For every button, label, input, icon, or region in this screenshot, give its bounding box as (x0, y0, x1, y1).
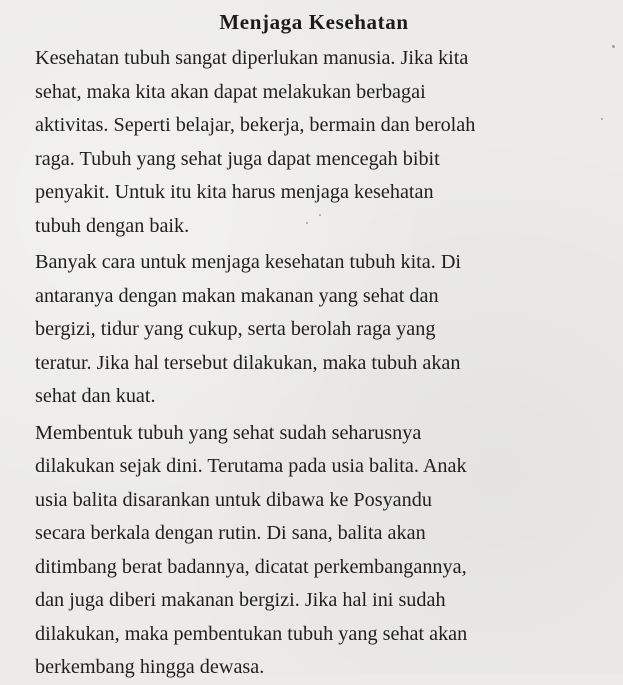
text-line: antaranya dengan makan makanan yang sehat dan (35, 284, 439, 307)
page-title: Menjaga Kesehatan (219, 10, 409, 34)
paragraph-3 (35, 417, 593, 685)
text-line: bergizi, tidur yang cukup, serta berolah raga yang (35, 318, 436, 340)
scan-speck (601, 118, 603, 120)
text-line: dilakukan, maka pembentukan tubuh yang sehat akan (35, 622, 468, 645)
scan-speck (306, 222, 308, 224)
text-line: raga. Tubuh yang sehat juga dapat mencegah bibit (35, 147, 440, 170)
text-line: sehat dan kuat. (35, 385, 156, 407)
text-line: dan juga diberi makanan bergizi. Jika hal ini sudah (35, 589, 446, 611)
text-line: Kesehatan tubuh sangat diperlukan manusia. Jika kita (35, 47, 469, 69)
text-line: sehat, maka kita akan dapat melakukan berbagai (35, 80, 426, 103)
text-line: usia balita disarankan untuk dibawa ke Posyandu (35, 488, 432, 511)
text-line: secara berkala dengan rutin. Di sana, balita akan (35, 522, 426, 544)
text-line: Banyak cara untuk menjaga kesehatan tubuh kita. Di (35, 251, 462, 273)
scan-speck (319, 214, 321, 216)
paragraph-1 (35, 42, 593, 243)
text-line: penyakit. Untuk itu kita harus menjaga kesehatan (35, 181, 434, 203)
text-line: dilakukan sejak dini. Terutama pada usia balita. Anak (35, 455, 467, 477)
text-line: aktivitas. Seperti belajar, bekerja, bermain dan berolah (35, 114, 476, 136)
text-line: Membentuk tubuh yang sehat sudah seharusnya (35, 421, 422, 444)
text-line: berkembang hingga dewasa. (35, 656, 265, 678)
scan-speck (612, 45, 615, 48)
text-line: tubuh dengan baik. (35, 214, 190, 237)
text-line: ditimbang berat badannya, dicatat perkembangannya, (35, 555, 467, 578)
text-line: teratur. Jika hal tersebut dilakukan, maka tubuh akan (35, 351, 461, 374)
paragraph-2 (35, 246, 593, 414)
